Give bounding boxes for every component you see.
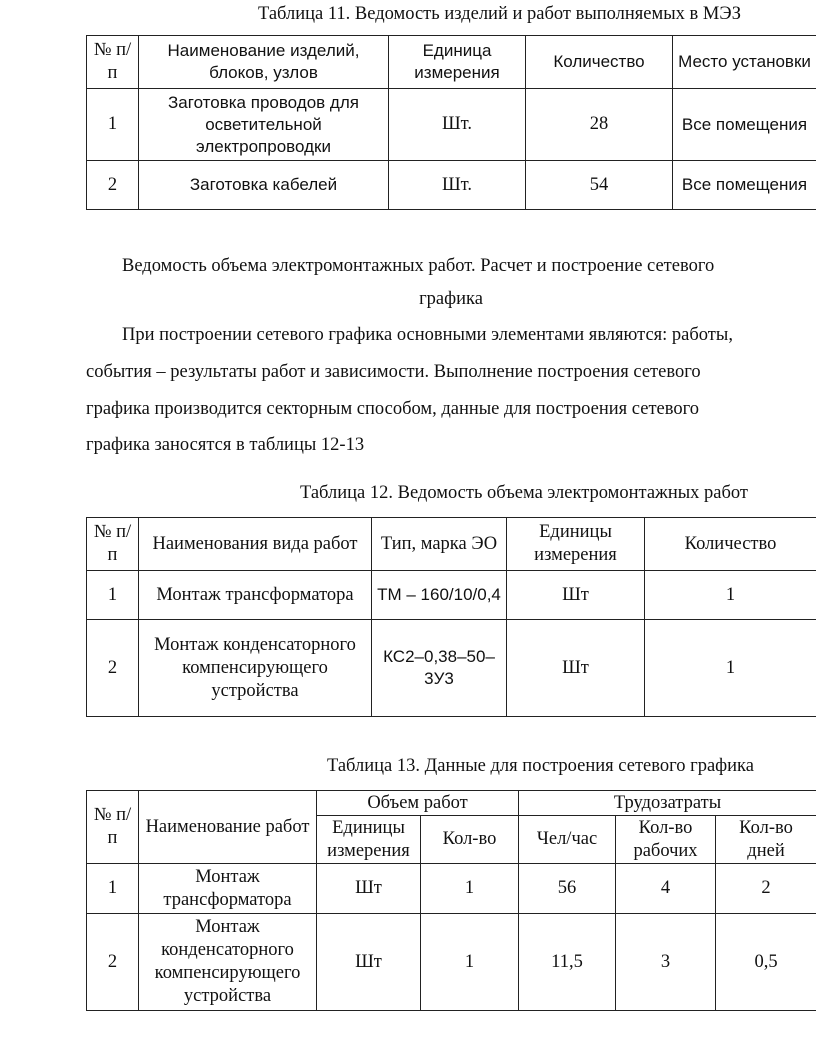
table13-cell: 1 [87, 864, 139, 914]
table12-cell: КС2–0,38–50–3У3 [372, 620, 507, 717]
table12-cell: 1 [645, 620, 816, 717]
table12-header-cell: № п/п [87, 518, 139, 571]
table-row [87, 914, 816, 1011]
paragraph-line: графика производится секторным способом, данные для построения сетевого [86, 399, 699, 419]
table11-cell: Шт. [389, 161, 526, 210]
table12-cell: Шт [507, 571, 645, 620]
table12-caption: Таблица 12. Ведомость объема электромонтажных работ [300, 483, 748, 503]
table13-cell: 56 [519, 864, 616, 914]
table11-cell: Заготовка кабелей [139, 161, 389, 210]
table13-cell: 2 [87, 914, 139, 1011]
table11-header-row [87, 36, 816, 89]
table11-cell: 1 [87, 89, 139, 161]
table13-header-cell: Трудозатраты [519, 791, 816, 816]
section-heading-line: Ведомость объема электромонтажных работ. Расчет и построение сетевого [122, 256, 715, 276]
table13-header-cell: Наименование работ [139, 791, 317, 864]
table11-cell: 54 [526, 161, 673, 210]
table13-header-cell: Чел/час [519, 816, 616, 864]
table13-cell: 0,5 [716, 914, 816, 1011]
table13-cell: Монтаж конденсаторного компенсирующего устройства [139, 914, 317, 1011]
section-heading-line: графика [419, 289, 483, 309]
table13-header-cell: Кол-во дней [716, 816, 816, 864]
table11-header-cell: Наименование изделий, блоков, узлов [139, 36, 389, 89]
table11-cell: Все помещения [673, 89, 816, 161]
table13-header-cell: Объем работ [317, 791, 519, 816]
table12-header-row [87, 518, 816, 571]
table11-header-cell: Количество [526, 36, 673, 89]
table11-cell: Заготовка проводов для осветительной электропроводки [139, 89, 389, 161]
table12-cell: ТМ – 160/10/0,4 [372, 571, 507, 620]
table-row [87, 161, 816, 210]
table12-header-cell: Наименования вида работ [139, 518, 372, 571]
table13-cell: Шт [317, 864, 421, 914]
table12-cell: Монтаж трансформатора [139, 571, 372, 620]
table-row [87, 89, 816, 161]
table13-header-cell: Единицы измерения [317, 816, 421, 864]
table12-cell: Монтаж конденсаторного компенсирующего устройства [139, 620, 372, 717]
table-row [87, 571, 816, 620]
table12-header-cell: Единицы измерения [507, 518, 645, 571]
table12-header-cell: Количество [645, 518, 816, 571]
table13-cell: 1 [421, 914, 519, 1011]
table12-header-cell: Тип, марка ЭО [372, 518, 507, 571]
table13-cell: Шт [317, 914, 421, 1011]
table13-cell: 4 [616, 864, 716, 914]
table11-cell: Все помещения [673, 161, 816, 210]
table-row [87, 620, 816, 717]
paragraph-line: При построении сетевого графика основными элементами являются: работы, [122, 325, 733, 345]
table11 [86, 35, 816, 210]
table-row [87, 864, 816, 914]
table12 [86, 517, 816, 717]
table11-cell: Шт. [389, 89, 526, 161]
table11-header-cell: № п/п [87, 36, 139, 89]
table12-cell: 2 [87, 620, 139, 717]
table12-cell: 1 [87, 571, 139, 620]
table13-cell: 1 [421, 864, 519, 914]
table13 [86, 790, 816, 1011]
table13-header-cell: Кол-во рабочих [616, 816, 716, 864]
table13-header-cell: Кол-во [421, 816, 519, 864]
table13-header-row [87, 791, 816, 816]
table11-header-cell: Единица измерения [389, 36, 526, 89]
table13-caption: Таблица 13. Данные для построения сетевого графика [327, 756, 754, 776]
table11-cell: 2 [87, 161, 139, 210]
table11-caption: Таблица 11. Ведомость изделий и работ выполняемых в МЭЗ [258, 4, 742, 24]
table13-cell: 2 [716, 864, 816, 914]
table12-cell: 1 [645, 571, 816, 620]
table11-header-cell: Место установки [673, 36, 816, 89]
table11-cell: 28 [526, 89, 673, 161]
table13-header-cell: № п/п [87, 791, 139, 864]
table13-cell: Монтаж трансформатора [139, 864, 317, 914]
table13-cell: 3 [616, 914, 716, 1011]
paragraph-line: события – результаты работ и зависимости. Выполнение построения сетевого [86, 362, 701, 382]
table13-cell: 11,5 [519, 914, 616, 1011]
table12-cell: Шт [507, 620, 645, 717]
paragraph-line: графика заносятся в таблицы 12-13 [86, 435, 365, 455]
